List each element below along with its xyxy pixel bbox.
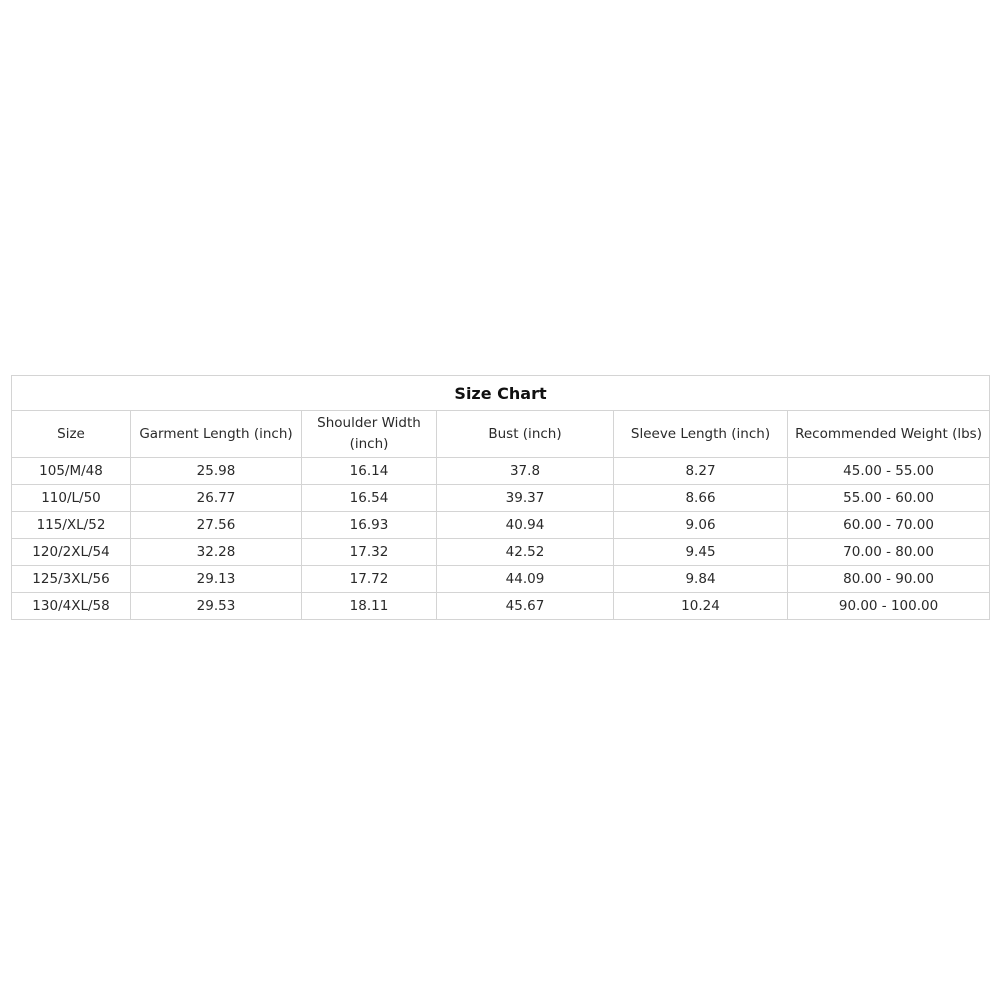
cell-sleeve-length: 9.84 bbox=[614, 566, 788, 593]
cell-size: 115/XL/52 bbox=[12, 512, 131, 539]
table-row bbox=[12, 593, 990, 620]
cell-sleeve-length: 9.06 bbox=[614, 512, 788, 539]
cell-recommended-weight: 60.00 - 70.00 bbox=[788, 512, 990, 539]
title-row bbox=[12, 376, 990, 411]
cell-garment-length: 29.53 bbox=[131, 593, 302, 620]
header-row bbox=[12, 411, 990, 458]
table-row bbox=[12, 458, 990, 485]
header-recommended-weight: Recommended Weight (lbs) bbox=[788, 411, 990, 458]
cell-size: 110/L/50 bbox=[12, 485, 131, 512]
cell-garment-length: 25.98 bbox=[131, 458, 302, 485]
header-shoulder-width: Shoulder Width (inch) bbox=[302, 411, 437, 458]
cell-bust: 45.67 bbox=[437, 593, 614, 620]
cell-size: 120/2XL/54 bbox=[12, 539, 131, 566]
cell-recommended-weight: 90.00 - 100.00 bbox=[788, 593, 990, 620]
cell-recommended-weight: 80.00 - 90.00 bbox=[788, 566, 990, 593]
cell-recommended-weight: 45.00 - 55.00 bbox=[788, 458, 990, 485]
cell-shoulder-width: 18.11 bbox=[302, 593, 437, 620]
cell-sleeve-length: 8.66 bbox=[614, 485, 788, 512]
cell-bust: 40.94 bbox=[437, 512, 614, 539]
cell-shoulder-width: 16.93 bbox=[302, 512, 437, 539]
cell-garment-length: 32.28 bbox=[131, 539, 302, 566]
cell-shoulder-width: 16.54 bbox=[302, 485, 437, 512]
header-garment-length: Garment Length (inch) bbox=[131, 411, 302, 458]
cell-garment-length: 26.77 bbox=[131, 485, 302, 512]
header-size: Size bbox=[12, 411, 131, 458]
cell-size: 130/4XL/58 bbox=[12, 593, 131, 620]
size-chart-table bbox=[11, 375, 990, 620]
table-row bbox=[12, 539, 990, 566]
cell-recommended-weight: 55.00 - 60.00 bbox=[788, 485, 990, 512]
cell-bust: 44.09 bbox=[437, 566, 614, 593]
header-sleeve-length: Sleeve Length (inch) bbox=[614, 411, 788, 458]
cell-size: 125/3XL/56 bbox=[12, 566, 131, 593]
cell-sleeve-length: 8.27 bbox=[614, 458, 788, 485]
cell-shoulder-width: 17.32 bbox=[302, 539, 437, 566]
cell-sleeve-length: 10.24 bbox=[614, 593, 788, 620]
cell-bust: 39.37 bbox=[437, 485, 614, 512]
table-row bbox=[12, 566, 990, 593]
cell-shoulder-width: 16.14 bbox=[302, 458, 437, 485]
cell-bust: 42.52 bbox=[437, 539, 614, 566]
cell-sleeve-length: 9.45 bbox=[614, 539, 788, 566]
cell-shoulder-width: 17.72 bbox=[302, 566, 437, 593]
cell-garment-length: 27.56 bbox=[131, 512, 302, 539]
cell-recommended-weight: 70.00 - 80.00 bbox=[788, 539, 990, 566]
size-chart-title: Size Chart bbox=[12, 376, 990, 411]
header-bust: Bust (inch) bbox=[437, 411, 614, 458]
table-row bbox=[12, 485, 990, 512]
cell-garment-length: 29.13 bbox=[131, 566, 302, 593]
table-row bbox=[12, 512, 990, 539]
cell-size: 105/M/48 bbox=[12, 458, 131, 485]
cell-bust: 37.8 bbox=[437, 458, 614, 485]
